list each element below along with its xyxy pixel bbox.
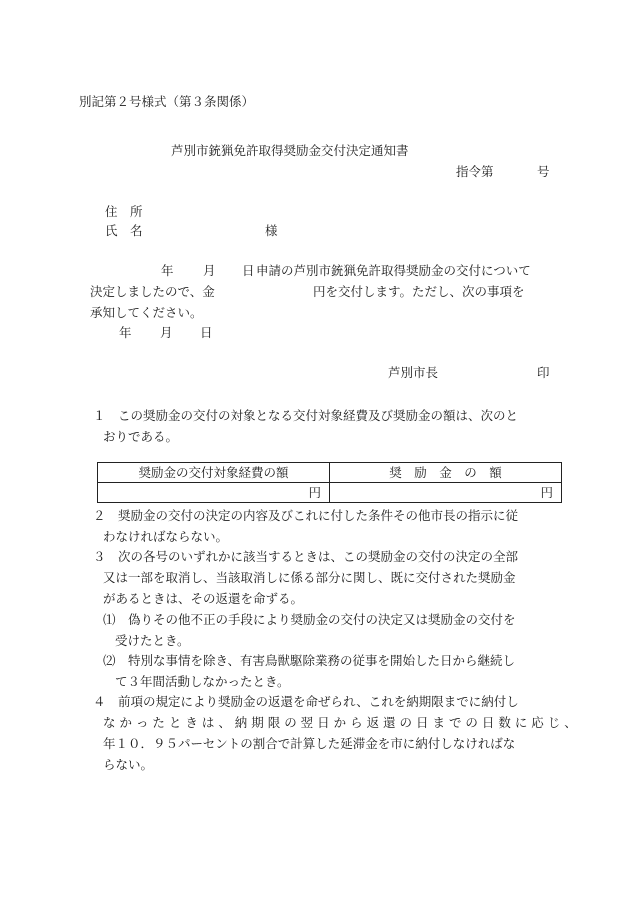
- body-line3: 承知してください。: [90, 305, 203, 320]
- item-3-sub-2: ⑵ 特別な事情を除き、有害鳥獣駆除業務の従事を開始した日から継続し て３年間活動しなかったとき。: [103, 653, 516, 689]
- document-title: 芦別市銃猟免許取得奨励金交付決定通知書: [171, 143, 409, 158]
- eligible-expenses-unit: 円: [98, 483, 330, 503]
- grant-amount-unit: 円: [330, 483, 562, 503]
- order-number-prefix: 指令第: [456, 164, 494, 179]
- item-3: ３ 次の各号のいずれかに該当するときは、この奨励金の交付の決定の全部 又は一部を取消し、当該取消しに係る部分に関し、既に交付された奨励金 があるときは、その返還を命ずる。: [93, 549, 519, 606]
- issue-day: 日: [200, 325, 213, 340]
- issue-month: 月: [160, 325, 173, 340]
- item-2: ２ 奨励金の交付の決定の内容及びこれに付した条件その他市長の指示に従 わなければならない。: [93, 508, 519, 544]
- address-label: 住 所: [105, 204, 143, 219]
- item-1: １ この奨励金の交付の対象となる交付対象経費及び奨励金の額は、次のと おりである。: [93, 408, 519, 444]
- honorific: 様: [265, 223, 278, 238]
- body-month: 月: [203, 263, 216, 278]
- issuer: 芦別市長: [388, 365, 439, 380]
- form-reference: 別記第２号様式（第３条関係）: [79, 94, 255, 109]
- body-day: 日: [242, 263, 255, 278]
- body-line1: 申請の芦別市銃猟免許取得奨励金の交付について: [256, 263, 531, 278]
- item-3-sub-1: ⑴ 偽りその他不正の手段により奨励金の交付の決定又は奨励金の交付を 受けたとき。: [103, 612, 516, 648]
- seal-mark: 印: [537, 365, 550, 380]
- item-4: ４ 前項の規定により奨励金の返還を命ぜられ、これを納期限までに納付し な か っ た と き は 、 納 期 限 の 翌 日 か ら 返 還 の 日 ま で の 日 数 に 応 じ 、 年１０．９５パーセントの割合で計算した延滞金を市に納付しなければな らない。: [93, 694, 577, 772]
- header-eligible-expenses: 奨励金の交付対象経費の額: [98, 463, 330, 483]
- body-line2-b: 円を交付します。ただし、次の事項を: [313, 284, 525, 299]
- order-number-suffix: 号: [537, 164, 550, 179]
- header-grant-amount: 奨 励 金 の 額: [330, 463, 562, 483]
- body-line2-a: 決定しましたので、金: [90, 284, 215, 299]
- grant-amount-table: [97, 462, 562, 503]
- name-label: 氏 名: [105, 223, 143, 238]
- body-year: 年: [161, 263, 174, 278]
- issue-year: 年: [119, 325, 132, 340]
